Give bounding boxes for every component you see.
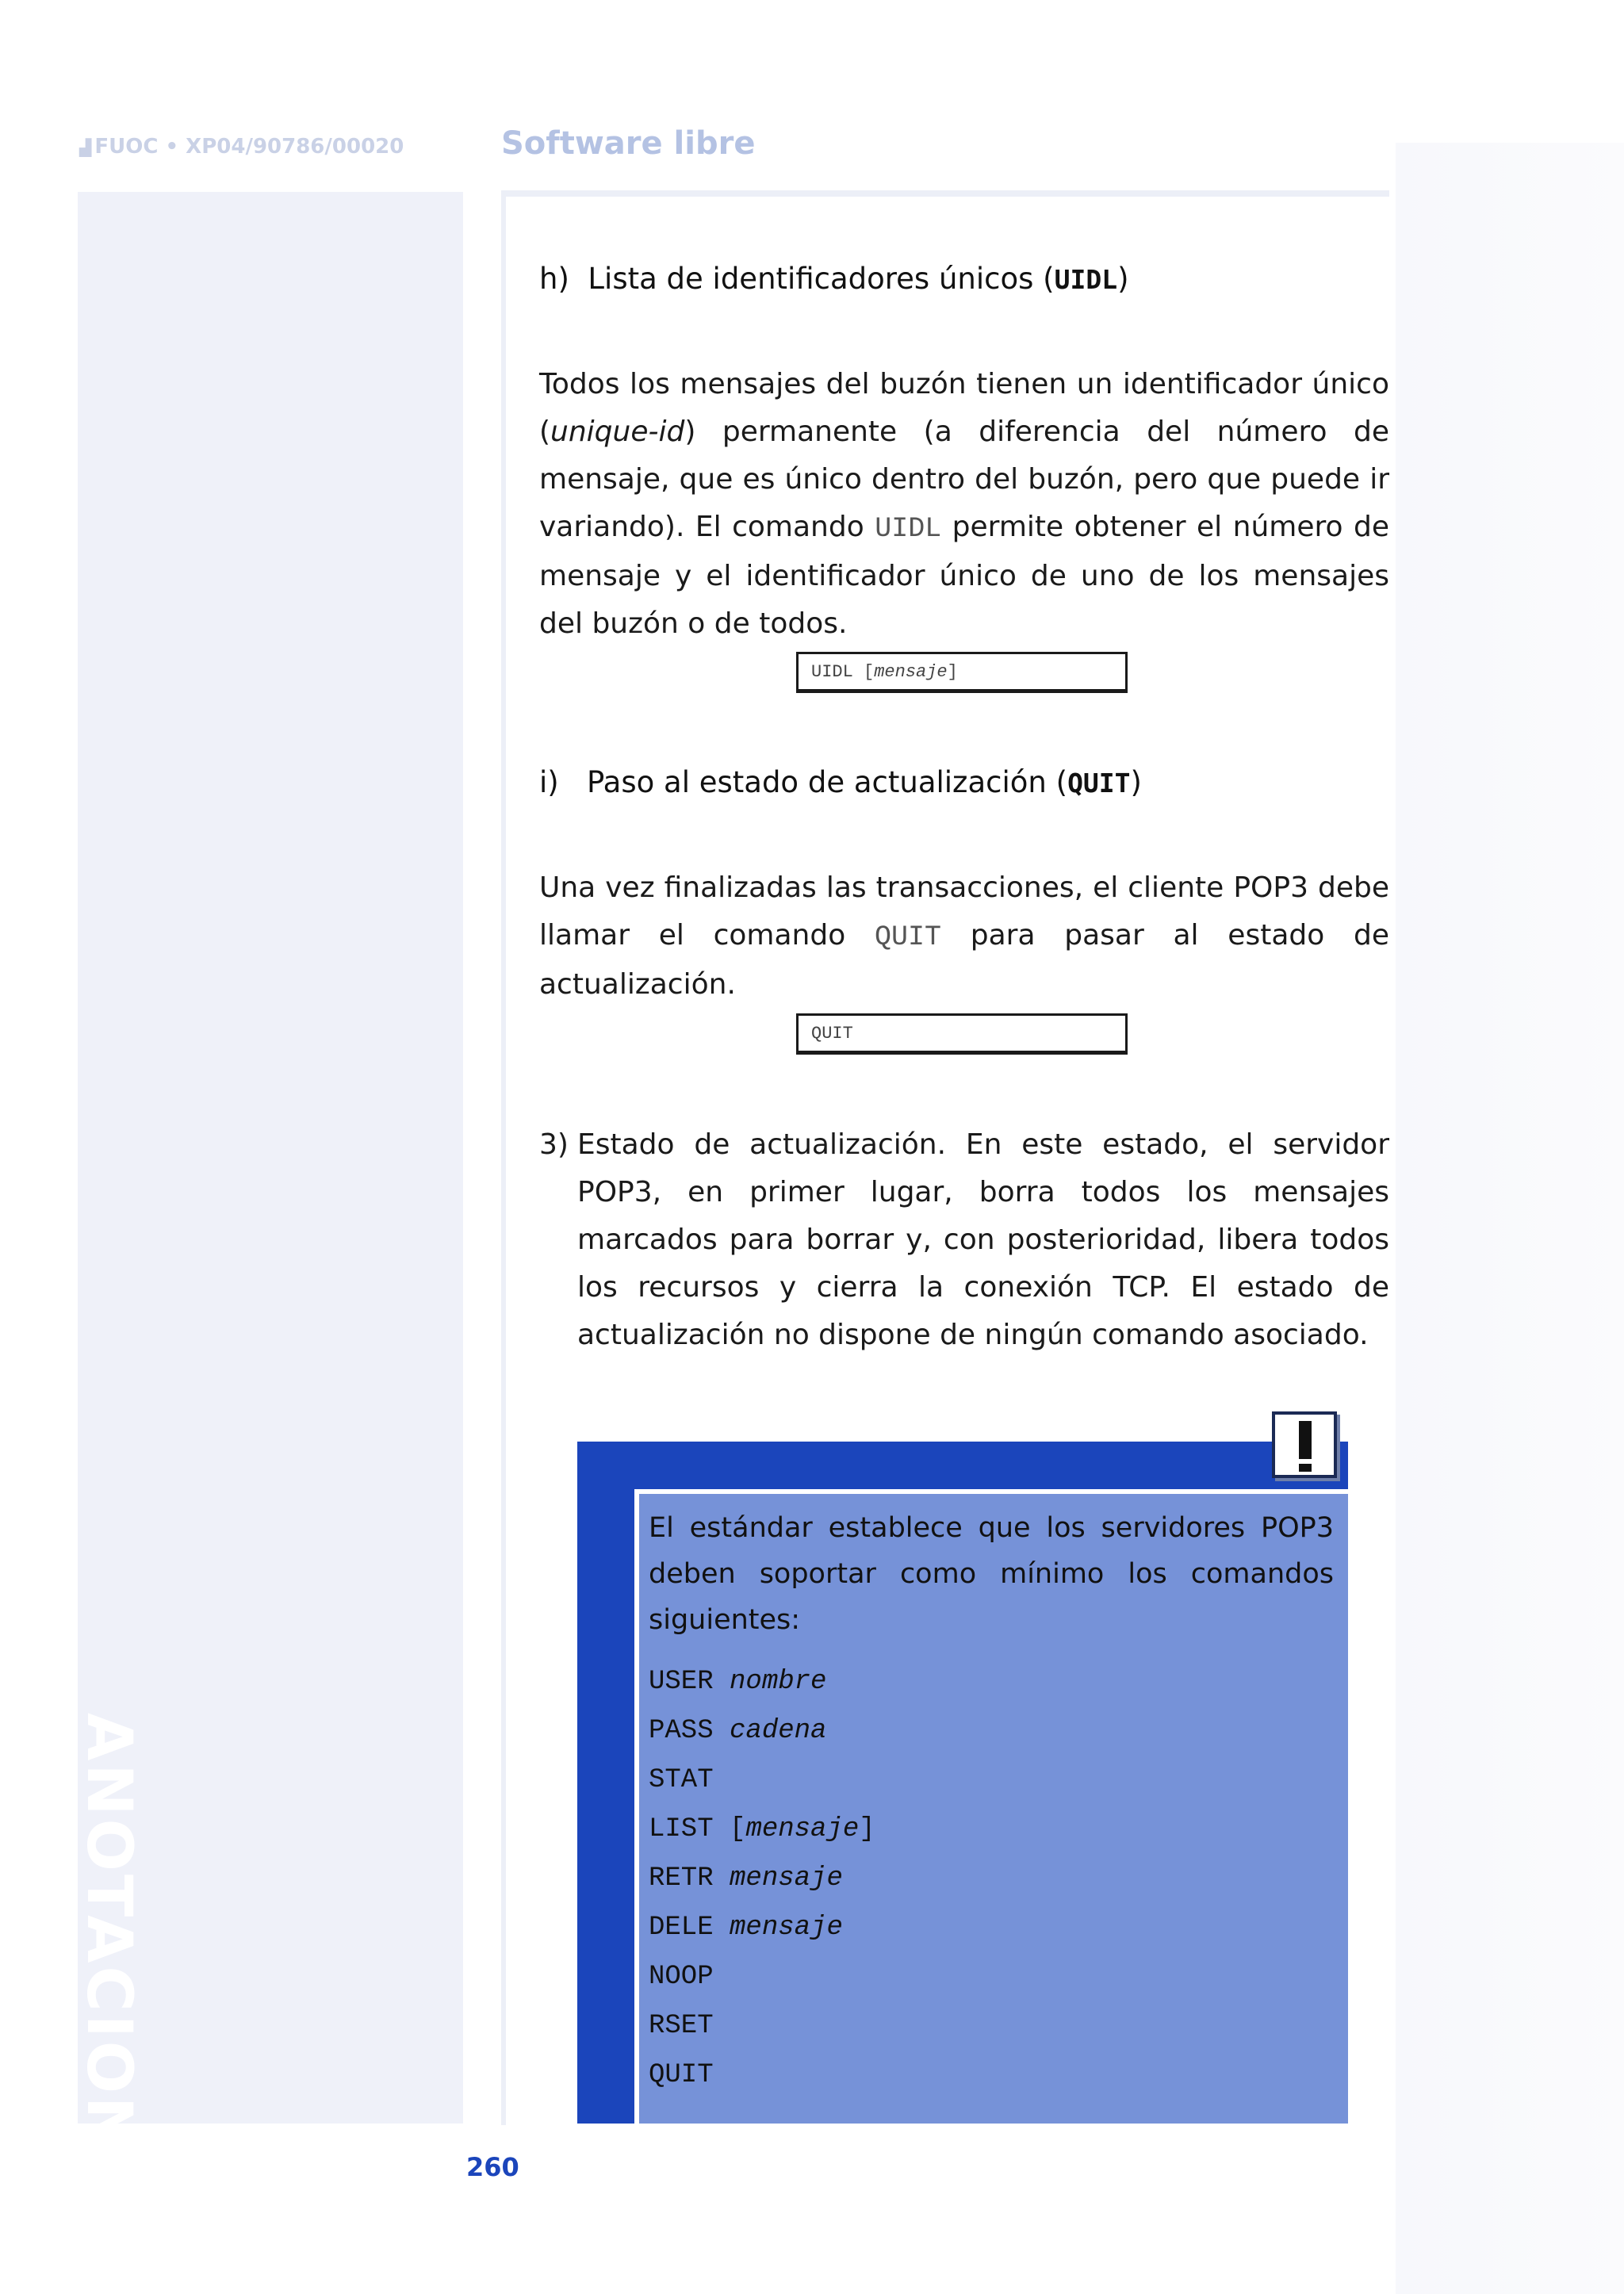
content-frame-top	[501, 190, 1389, 197]
note-command-arg: nombre	[730, 1667, 827, 1697]
sidebar-label: ANOTACIONES	[73, 1713, 144, 2245]
text-run: Todos los mensajes del buzón tienen un identificador único (	[539, 368, 1389, 448]
note-command-arg: cadena	[730, 1716, 827, 1746]
header-code	[79, 135, 404, 159]
inline-code: QUIT	[874, 921, 941, 953]
section-title: Paso al estado de actualización (	[587, 765, 1068, 799]
list-body	[577, 1121, 1389, 1359]
section-prefix: h)	[539, 262, 569, 296]
header-title: Software libre	[501, 125, 756, 162]
section-title-end: )	[1117, 262, 1129, 296]
content-frame-left	[501, 190, 506, 2125]
exclamation-icon	[1272, 1411, 1337, 1478]
list-item-3	[539, 1121, 1389, 1359]
note-command-row	[649, 1854, 875, 1903]
text-run: Una vez finalizadas las transacciones, el cliente POP3 debe llamar el comando	[539, 871, 1389, 952]
note-command-arg: [mensaje]	[730, 1814, 875, 1844]
code-box-quit	[796, 1013, 1128, 1055]
code-command: UIDL	[811, 662, 853, 682]
list-number: 3)	[539, 1128, 569, 1161]
note-command: RSET	[649, 2011, 714, 2041]
note-command: QUIT	[649, 2060, 714, 2090]
note-command-row	[649, 1903, 875, 1952]
paragraph-uidl	[539, 361, 1389, 648]
page-number: 260	[466, 2152, 519, 2182]
note-command: NOOP	[649, 1962, 714, 1992]
section-title-code: UIDL	[1054, 264, 1118, 295]
list-bold: Estado de actualización.	[577, 1128, 947, 1161]
note-command-arg: mensaje	[730, 1913, 843, 1943]
note-command-row	[649, 1952, 875, 2001]
section-title: Lista de identificadores únicos (	[588, 262, 1055, 296]
text-italic: unique-id	[550, 416, 685, 448]
note-command-list	[649, 1657, 875, 2100]
note-command: RETR	[649, 1863, 714, 1894]
text-run: para pasar al estado de actualización.	[539, 919, 1389, 1001]
note-command-row	[649, 1805, 875, 1854]
note-command: USER	[649, 1667, 714, 1697]
note-command: STAT	[649, 1765, 714, 1795]
note-command: PASS	[649, 1716, 714, 1746]
note-command-row	[649, 1756, 875, 1805]
right-margin-shade	[1396, 143, 1624, 2294]
note-command: LIST	[649, 1814, 714, 1844]
paragraph-quit	[539, 864, 1389, 1009]
note-command-arg: mensaje	[730, 1863, 843, 1894]
section-heading-i	[539, 765, 1142, 799]
note-command-row	[649, 2001, 875, 2051]
note-command: DELE	[649, 1913, 714, 1943]
code-command: QUIT	[811, 1024, 853, 1044]
text-run: ) permanente (a diferencia del número de mensaje, que es único dentro del buzón, pero que puede ir variando). El comando	[539, 416, 1389, 543]
note-command-row	[649, 2051, 875, 2100]
note-command-row	[649, 1657, 875, 1706]
note-command-row	[649, 1706, 875, 1756]
text-run: permite obtener el número de mensaje y el identificador único de uno de los mensajes del buzón o de todos.	[539, 511, 1389, 640]
section-title-end: )	[1130, 765, 1142, 799]
section-heading-h	[539, 262, 1129, 296]
note-intro: El estándar establece que los servidores POP3 deben soportar como mínimo los comandos siguientes:	[649, 1512, 1334, 1636]
exclamation-dot	[1299, 1464, 1312, 1472]
exclamation-bar	[1299, 1421, 1312, 1459]
code-argument: mensaje	[874, 662, 948, 682]
library-icon: ▟	[79, 138, 92, 157]
code-box-uidl: UIDL [mensaje]	[796, 652, 1128, 693]
list-text: En este estado, el servidor POP3, en primer lugar, borra todos los mensajes marcados para borrar y, con posterioridad, libera todos los recursos y cierra la conexión TCP. El estado de actualización no dispone de ningún comando asociado.	[577, 1128, 1390, 1351]
section-title-code: QUIT	[1067, 768, 1131, 798]
header-code-text: FUOC • XP04/90786/00020	[94, 135, 404, 159]
inline-code: UIDL	[875, 513, 942, 545]
section-prefix: i)	[539, 765, 559, 799]
